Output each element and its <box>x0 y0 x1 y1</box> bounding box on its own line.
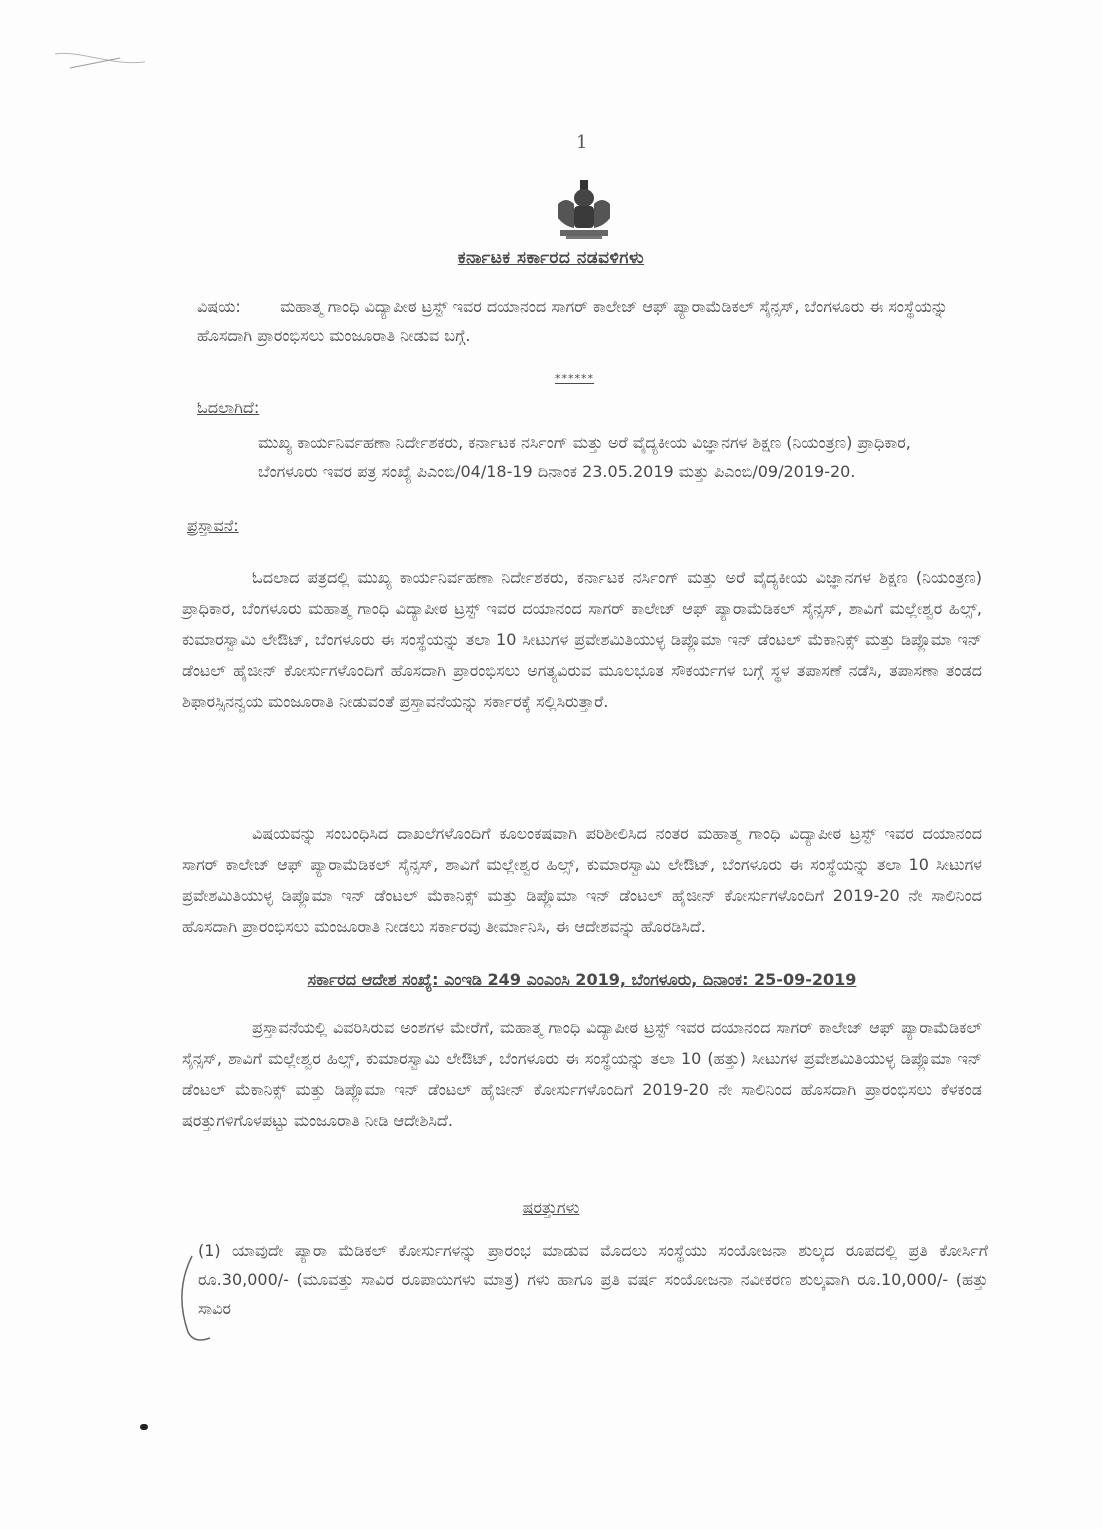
order-paragraph: ಪ್ರಸ್ತಾವನೆಯಲ್ಲಿ ವಿವರಿಸಿರುವ ಅಂಶಗಳ ಮೇರೆಗೆ, ಮಹಾತ್ಮ ಗಾಂಧಿ ವಿದ್ಯಾಪೀಠ ಟ್ರಸ್ಟ್ ಇವರ ದಯಾನಂದ ಸಾಗರ್ ಕಾಲೇಜ್ ಆಫ್ ಪ್ಯಾರಾಮೆಡಿಕಲ್ ಸೈನ್ಸಸ್, ಶಾವಿಗೆ ಮಲ್ಲೇಶ್ವರ ಹಿಲ್ಸ್, ಕುಮಾರಸ್ವಾಮಿ ಲೇಔಟ್, ಬೆಂಗಳೂರು ಈ ಸಂಸ್ಥೆಯನ್ನು ತಲಾ 10 (ಹತ್ತು) ಸೀಟುಗಳ ಪ್ರವೇಶಮಿತಿಯುಳ್ಳ ಡಿಪ್ಲೊಮಾ ಇನ್ ಡೆಂಟಲ್ ಮೆಕಾನಿಕ್ಸ್ ಮತ್ತು ಡಿಪ್ಲೊಮಾ ಇನ್ ಡೆಂಟಲ್ ಹೈಜೀನ್ ಕೋರ್ಸುಗಳೊಂದಿಗೆ 2019-20 ನೇ ಸಾಲಿನಿಂದ ಹೊಸದಾಗಿ ಪ್ರಾರಂಭಿಸಲು ಕೆಳಕಂಡ ಷರತ್ತುಗಳಿಗೊಳಪಟ್ಟು ಮಂಜೂರಾತಿ ನೀಡಿ ಆದೇಶಿಸಿದೆ. <box>182 1018 982 1130</box>
preamble-paragraph-1: ಓದಲಾದ ಪತ್ರದಲ್ಲಿ ಮುಖ್ಯ ಕಾರ್ಯನಿರ್ವಹಣಾ ನಿರ್ದೇಶಕರು, ಕರ್ನಾಟಕ ನರ್ಸಿಂಗ್ ಮತ್ತು ಅರೆ ವೈದ್ಯಕೀಯ ವಿಜ್ಞಾನಗಳ ಶಿಕ್ಷಣ (ನಿಯಂತ್ರಣ) ಪ್ರಾಧಿಕಾರ, ಬೆಂಗಳೂರು ಮಹಾತ್ಮ ಗಾಂಧಿ ವಿದ್ಯಾಪೀಠ ಟ್ರಸ್ಟ್ ಇವರ ದಯಾನಂದ ಸಾಗರ್ ಕಾಲೇಜ್ ಆಫ್ ಪ್ಯಾರಾಮೆಡಿಕಲ್ ಸೈನ್ಸಸ್, ಶಾವಿಗೆ ಮಲ್ಲೇಶ್ವರ ಹಿಲ್ಸ್, ಕುಮಾರಸ್ವಾಮಿ ಲೇಔಟ್, ಬೆಂಗಳೂರು ಈ ಸಂಸ್ಥೆಯನ್ನು ತಲಾ 10 ಸೀಟುಗಳ ಪ್ರವೇಶಮಿತಿಯುಳ್ಳ ಡಿಪ್ಲೊಮಾ ಇನ್ ಡೆಂಟಲ್ ಮೆಕಾನಿಕ್ಸ್ ಮತ್ತು ಡಿಪ್ಲೊಮಾ ಇನ್ ಡೆಂಟಲ್ ಹೈಜೀನ್ ಕೋರ್ಸುಗಳೊಂದಿಗೆ ಹೊಸದಾಗಿ ಪ್ರಾರಂಭಿಸಲು ಅಗತ್ಯವಿರುವ ಮೂಲಭೂತ ಸೌಕರ್ಯಗಳ ಬಗ್ಗೆ ಸ್ಥಳ ತಪಾಸಣೆ ನಡೆಸಿ, ತಪಾಸಣಾ ತಂಡದ ಶಿಫಾರಸ್ಸಿನನ್ವಯ ಮಂಜೂರಾತಿ ನೀಡುವಂತೆ ಪ್ರಸ್ತಾವನೆಯನ್ನು ಸರ್ಕಾರಕ್ಕೆ ಸಲ್ಲಿಸಿರುತ್ತಾರೆ. <box>182 568 982 711</box>
condition-item-1: (1) ಯಾವುದೇ ಪ್ಯಾರಾ ಮೆಡಿಕಲ್ ಕೋರ್ಸುಗಳನ್ನು ಪ್ರಾರಂಭ ಮಾಡುವ ಮೊದಲು ಸಂಸ್ಥೆಯು ಸಂಯೋಜನಾ ಶುಲ್ಕದ ರೂಪದಲ್ಲಿ ಪ್ರತಿ ಕೋರ್ಸಿಗೆ ರೂ.30,000/- (ಮೂವತ್ತು ಸಾವಿರ ರೂಪಾಯಿಗಳು ಮಾತ್ರ) ಗಳು ಹಾಗೂ ಪ್ರತಿ ವರ್ಷ ಸಂಯೋಜನಾ ನವೀಕರಣ ಶುಲ್ಕವಾಗಿ ರೂ.10,000/- (ಹತ್ತು ಸಾವಿರ <box>198 1241 988 1318</box>
conditions-heading: ಷರತ್ತುಗಳು <box>522 1198 580 1217</box>
ink-dot <box>140 1424 148 1430</box>
preamble-heading: ಪ್ರಸ್ತಾವನೆ: <box>187 516 239 535</box>
subject-block <box>197 292 987 350</box>
preamble-paragraph-2: ವಿಷಯವನ್ನು ಸಂಬಂಧಿಸಿದ ದಾಖಲೆಗಳೊಂದಿಗೆ ಕೂಲಂಕಷವಾಗಿ ಪರಿಶೀಲಿಸಿದ ನಂತರ ಮಹಾತ್ಮ ಗಾಂಧಿ ವಿದ್ಯಾಪೀಠ ಟ್ರಸ್ಟ್ ಇವರ ದಯಾನಂದ ಸಾಗರ್ ಕಾಲೇಜ್ ಆಫ್ ಪ್ಯಾರಾಮೆಡಿಕಲ್ ಸೈನ್ಸಸ್, ಶಾವಿಗೆ ಮಲ್ಲೇಶ್ವರ ಹಿಲ್ಸ್, ಕುಮಾರಸ್ವಾಮಿ ಲೇಔಟ್, ಬೆಂಗಳೂರು ಈ ಸಂಸ್ಥೆಯನ್ನು ತಲಾ 10 ಸೀಟುಗಳ ಪ್ರವೇಶಮಿತಿಯುಳ್ಳ ಡಿಪ್ಲೊಮಾ ಇನ್ ಡೆಂಟಲ್ ಮೆಕಾನಿಕ್ಸ್ ಮತ್ತು ಡಿಪ್ಲೊಮಾ ಇನ್ ಡೆಂಟಲ್ ಹೈಜೀನ್ ಕೋರ್ಸುಗಳೊಂದಿಗೆ 2019-20 ನೇ ಸಾಲಿನಿಂದ ಹೊಸದಾಗಿ ಪ್ರಾರಂಭಿಸಲು ಮಂಜೂರಾತಿ ನೀಡಲು ಸರ್ಕಾರವು ತೀರ್ಮಾನಿಸಿ, ಈ ಆದೇಶವನ್ನು ಹೊರಡಿಸಿದೆ. <box>182 824 982 936</box>
read-heading: ಓದಲಾಗಿದೆ: <box>197 398 260 417</box>
staple-mark <box>50 48 150 78</box>
government-title: ಕರ್ನಾಟಕ ಸರ್ಕಾರದ ನಡವಳಿಗಳು <box>457 248 645 268</box>
read-text: ಮುಖ್ಯ ಕಾರ್ಯನಿರ್ವಹಣಾ ನಿರ್ದೇಶಕರು, ಕರ್ನಾಟಕ ನರ್ಸಿಂಗ್ ಮತ್ತು ಅರೆ ವೈದ್ಯಕೀಯ ವಿಜ್ಞಾನಗಳ ಶಿಕ್ಷಣ (ನಿಯಂತ್ರಣ) ಪ್ರಾಧಿಕಾರ, ಬೆಂಗಳೂರು ಇವರ ಪತ್ರ ಸಂಖ್ಯೆ ಪಿಎಂಬಿ/04/18-19 ದಿನಾಂಕ 23.05.2019 ಮತ್ತು ಪಿಎಂಬಿ/09/2019-20. <box>258 433 911 481</box>
separator: ****** <box>555 372 594 385</box>
subject-label: ವಿಷಯ: <box>197 297 241 316</box>
subject-text: ಮಹಾತ್ಮ ಗಾಂಧಿ ವಿದ್ಯಾಪೀಠ ಟ್ರಸ್ಟ್ ಇವರ ದಯಾನಂದ ಸಾಗರ್ ಕಾಲೇಜ್ ಆಫ್ ಪ್ಯಾರಾಮೆಡಿಕಲ್ ಸೈನ್ಸಸ್, ಬೆಂಗಳೂರು ಈ ಸಂಸ್ಥೆಯನ್ನು ಹೊಸದಾಗಿ ಪ್ರಾರಂಭಿಸಲು ಮಂಜೂರಾತಿ ನೀಡುವ ಬಗ್ಗೆ. <box>197 297 948 345</box>
order-number-line: ಸರ್ಕಾರದ ಆದೇಶ ಸಂಖ್ಯೆ: ಎಂಇಡಿ 249 ಎಂಎಂಸಿ 2019, ಬೆಂಗಳೂರು, ದಿನಾಂಕ: 25-09-2019 <box>307 970 857 989</box>
handwritten-bracket-mark <box>170 1252 230 1352</box>
state-emblem-icon <box>552 178 616 240</box>
page-number: 1 <box>576 132 588 153</box>
